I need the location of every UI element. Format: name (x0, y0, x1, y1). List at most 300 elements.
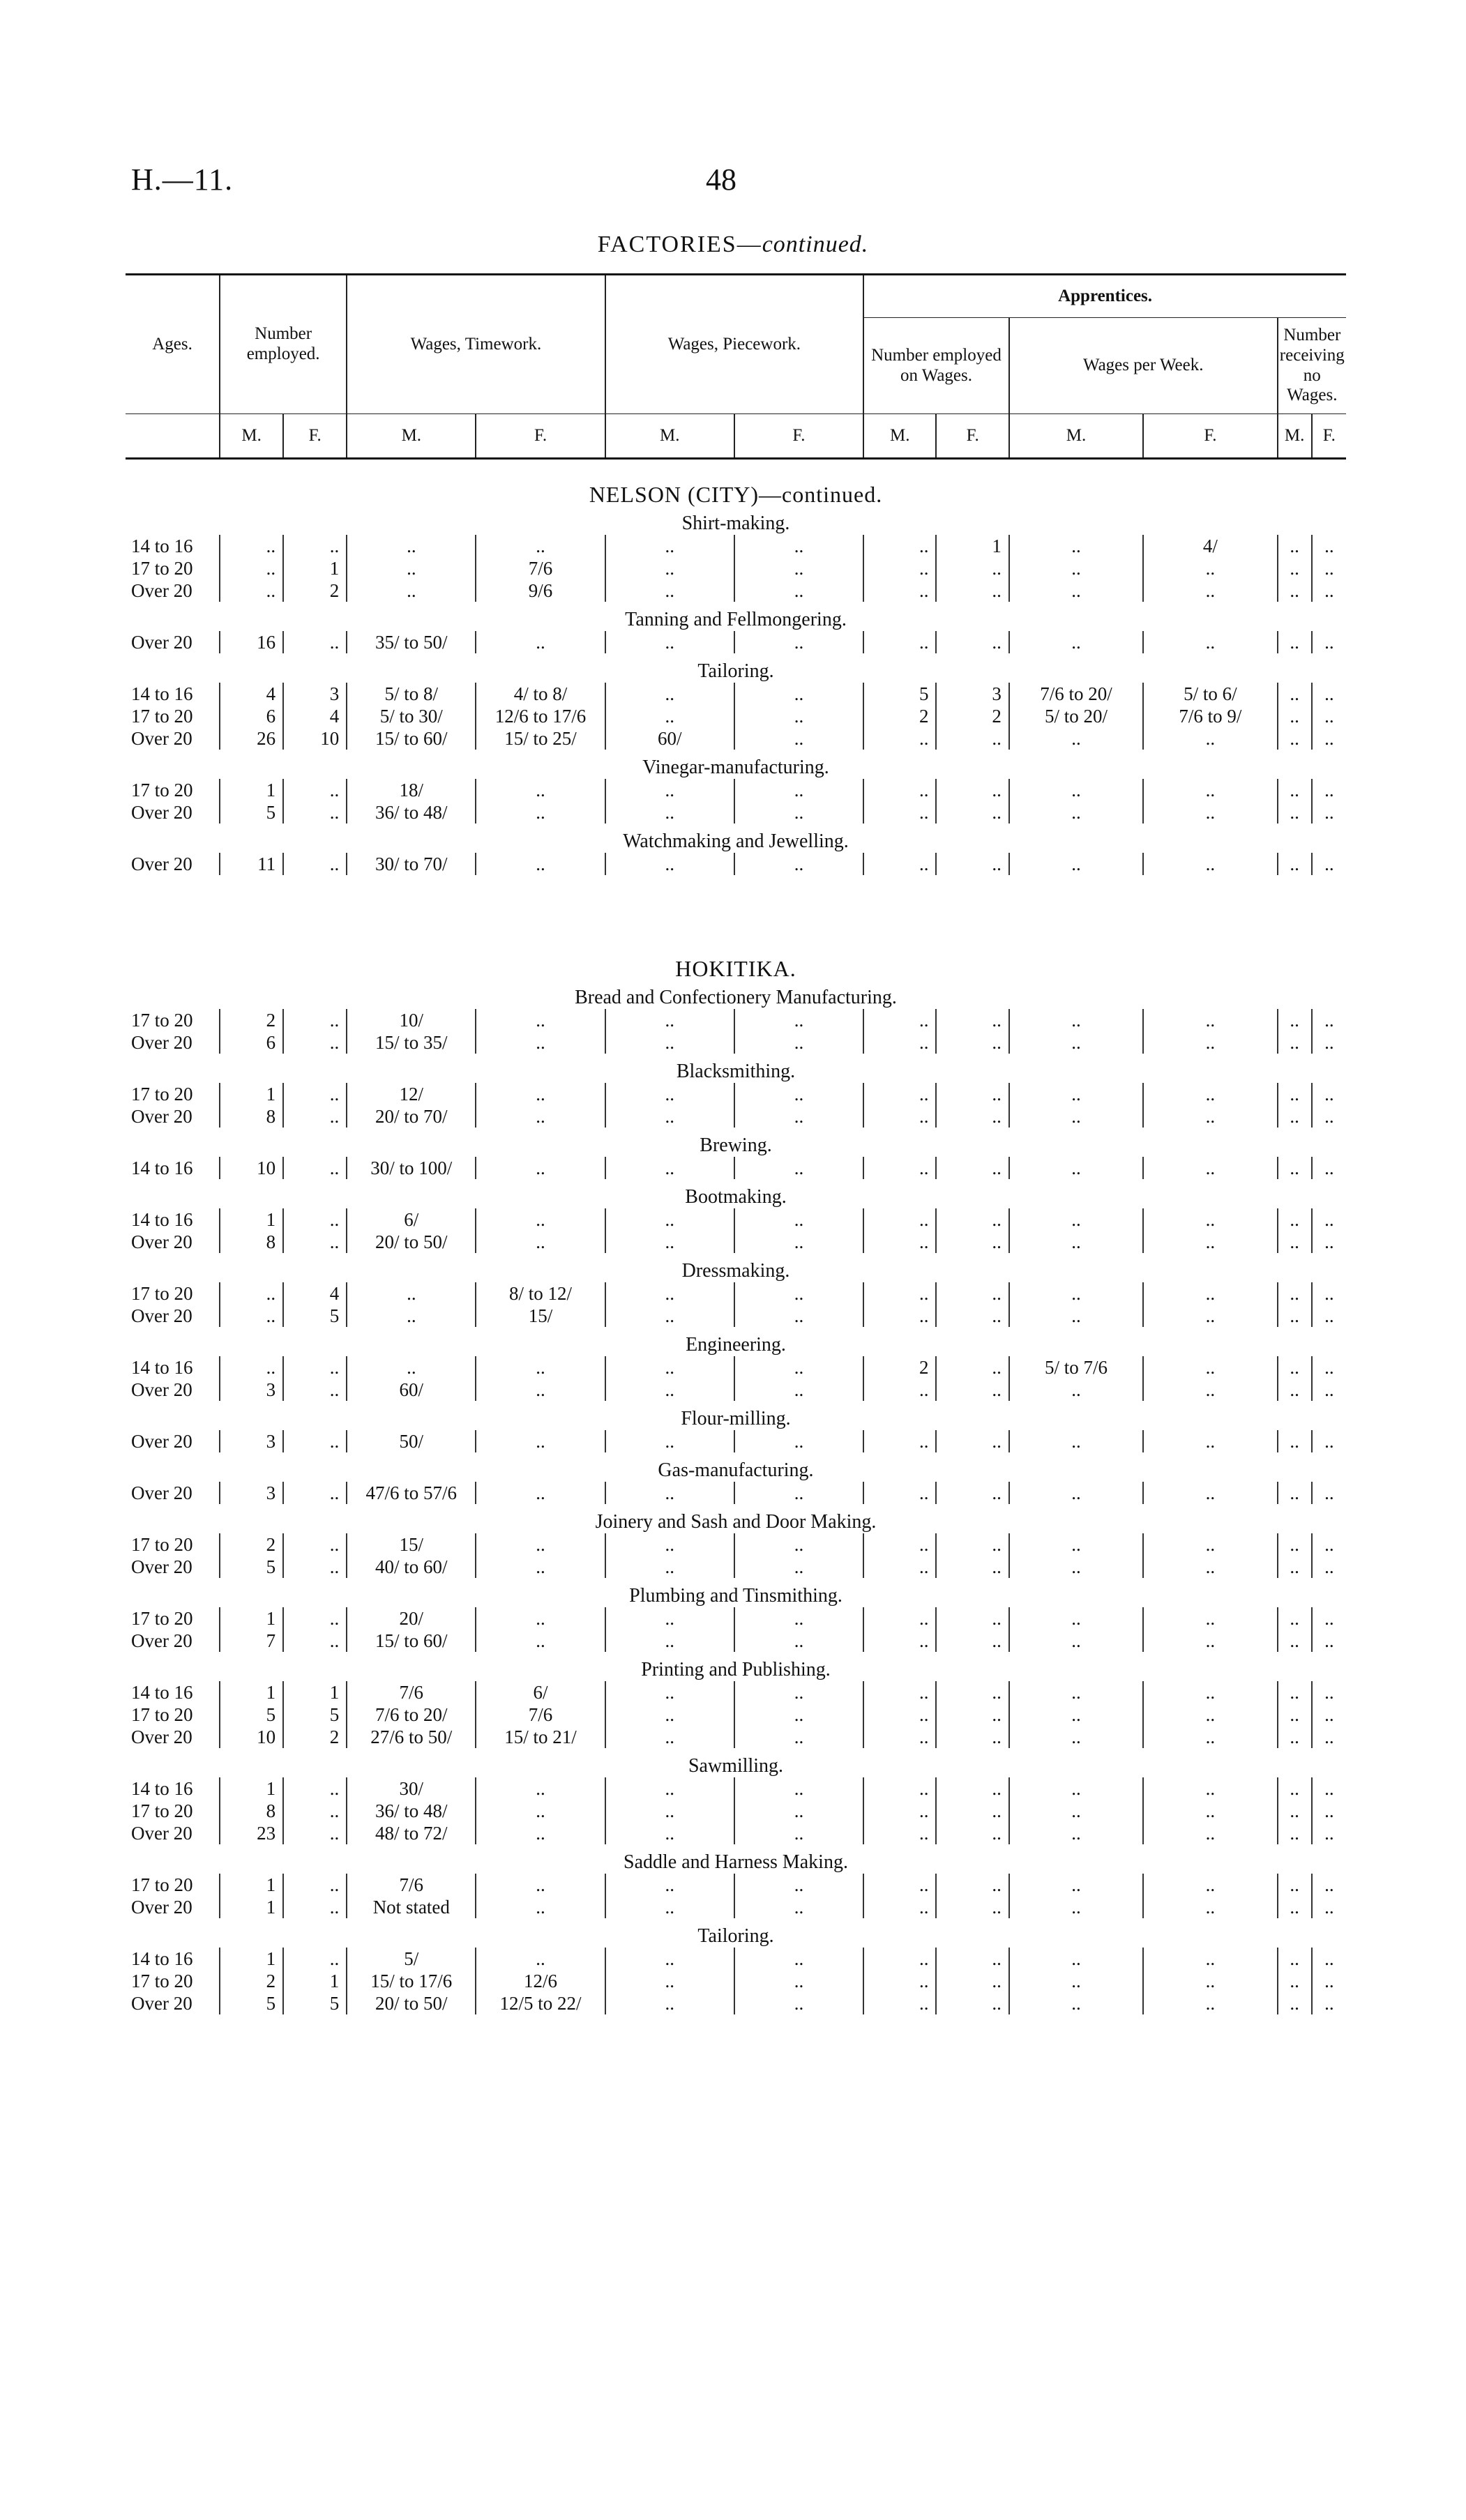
value-cell: .. (1278, 1282, 1312, 1305)
table-row (126, 1896, 1346, 1918)
header-m: M. (605, 414, 734, 459)
value-cell: .. (734, 1874, 863, 1896)
value-cell: 5/ to 30/ (347, 705, 476, 727)
value-cell: .. (476, 1630, 605, 1652)
value-cell: .. (936, 1681, 1008, 1703)
value-cell: .. (283, 1430, 347, 1452)
value-cell: .. (283, 1630, 347, 1652)
value-cell: .. (476, 535, 605, 557)
value-cell: .. (863, 1822, 936, 1844)
value-cell: .. (1143, 1681, 1277, 1703)
value-cell: .. (734, 1992, 863, 2014)
age-cell: Over 20 (131, 1106, 192, 1127)
value-cell: .. (1278, 1083, 1312, 1105)
header-appr-no-wages: Number receiving no Wages. (1278, 318, 1346, 414)
value-cell: .. (1009, 557, 1143, 579)
value-cell: 1 (283, 1970, 347, 1992)
value-cell: .. (605, 1430, 734, 1452)
value-cell: .. (1143, 1777, 1277, 1800)
header-ages-sub (126, 414, 220, 459)
value-cell: .. (936, 1105, 1008, 1128)
value-cell: .. (283, 1231, 347, 1253)
table-row (126, 705, 1346, 727)
header-f: F. (1312, 414, 1346, 459)
value-cell: .. (347, 535, 476, 557)
value-cell: 15/ to 60/ (347, 1630, 476, 1652)
value-cell: .. (1312, 1105, 1346, 1128)
age-cell: 14 to 16 (131, 1948, 193, 1969)
value-cell: .. (734, 1208, 863, 1231)
value-cell: 1 (283, 1681, 347, 1703)
value-cell: .. (1312, 1379, 1346, 1401)
trade-heading-row (126, 823, 1346, 853)
value-cell: 1 (220, 1607, 283, 1630)
header-m: M. (220, 414, 283, 459)
value-cell: .. (283, 1105, 347, 1128)
value-cell: .. (1312, 1726, 1346, 1748)
header-f: F. (734, 414, 863, 459)
value-cell: 18/ (347, 779, 476, 801)
value-cell: .. (605, 1800, 734, 1822)
value-cell: .. (734, 1800, 863, 1822)
value-cell: .. (283, 1379, 347, 1401)
value-cell: .. (1278, 1970, 1312, 1992)
value-cell: 35/ to 50/ (347, 631, 476, 653)
value-cell: 10 (220, 1157, 283, 1179)
value-cell: .. (1312, 1703, 1346, 1726)
value-cell: .. (283, 1208, 347, 1231)
value-cell: 4 (220, 683, 283, 705)
value-cell: .. (1009, 1800, 1143, 1822)
value-cell: .. (734, 1105, 863, 1128)
age-cell: 17 to 20 (131, 1010, 193, 1031)
value-cell: .. (1009, 1726, 1143, 1748)
value-cell: 1 (220, 1874, 283, 1896)
value-cell: .. (1143, 727, 1277, 750)
value-cell: .. (1312, 1208, 1346, 1231)
value-cell: .. (1278, 1157, 1312, 1179)
value-cell: .. (734, 853, 863, 875)
value-cell: .. (936, 1379, 1008, 1401)
value-cell: .. (1143, 1607, 1277, 1630)
value-cell: 15/ (476, 1305, 605, 1327)
value-cell: 3 (220, 1379, 283, 1401)
section-gap (126, 875, 1346, 913)
value-cell: .. (1278, 1874, 1312, 1896)
trade-heading-row (126, 750, 1346, 779)
age-cell: 17 to 20 (131, 1971, 193, 1991)
value-cell: .. (1143, 1282, 1277, 1305)
value-cell: 2 (936, 705, 1008, 727)
value-cell: .. (476, 1430, 605, 1452)
gap-cell (126, 875, 1346, 913)
value-cell: .. (1278, 1896, 1312, 1918)
value-cell: .. (1143, 1083, 1277, 1105)
value-cell: 16 (220, 631, 283, 653)
header-number-employed: Number employed. (220, 275, 347, 414)
table-row (126, 1948, 1346, 1970)
value-cell: 5/ to 7/6 (1009, 1356, 1143, 1379)
value-cell: 4 (283, 1282, 347, 1305)
value-cell: .. (283, 1607, 347, 1630)
value-cell: .. (1143, 779, 1277, 801)
header-f: F. (1143, 414, 1277, 459)
value-cell: 6 (220, 1031, 283, 1054)
value-cell: .. (936, 1031, 1008, 1054)
value-cell: .. (1312, 1305, 1346, 1327)
value-cell: 2 (283, 579, 347, 602)
value-cell: .. (283, 1533, 347, 1556)
value-cell: 50/ (347, 1430, 476, 1452)
value-cell: .. (1009, 1703, 1143, 1726)
value-cell: .. (283, 1556, 347, 1578)
value-cell: 30/ (347, 1777, 476, 1800)
value-cell: .. (283, 1874, 347, 1896)
value-cell: .. (605, 1822, 734, 1844)
value-cell: .. (220, 535, 283, 557)
value-cell: .. (863, 1607, 936, 1630)
value-cell: .. (734, 801, 863, 823)
trade-heading: Watchmaking and Jewelling. (623, 830, 849, 852)
age-cell: 14 to 16 (131, 1209, 193, 1230)
value-cell: .. (863, 579, 936, 602)
table-row (126, 1356, 1346, 1379)
value-cell: .. (347, 579, 476, 602)
value-cell: .. (476, 1777, 605, 1800)
value-cell: 7/6 (476, 1703, 605, 1726)
trade-heading: Flour-milling. (681, 1408, 791, 1429)
value-cell: .. (1009, 1533, 1143, 1556)
table-row (126, 727, 1346, 750)
value-cell: .. (1278, 1430, 1312, 1452)
value-cell: .. (936, 1533, 1008, 1556)
age-cell: 17 to 20 (131, 1608, 193, 1629)
trade-heading-row (126, 1504, 1346, 1533)
value-cell: .. (1143, 1556, 1277, 1578)
value-cell: .. (1143, 1031, 1277, 1054)
value-cell: 5 (220, 801, 283, 823)
value-cell: 36/ to 48/ (347, 1800, 476, 1822)
value-cell: .. (1143, 1703, 1277, 1726)
value-cell: .. (283, 1009, 347, 1031)
age-cell: 17 to 20 (131, 1874, 193, 1895)
value-cell: .. (476, 1800, 605, 1822)
value-cell: 20/ to 50/ (347, 1231, 476, 1253)
value-cell: 20/ (347, 1607, 476, 1630)
value-cell: .. (1312, 1282, 1346, 1305)
value-cell: .. (863, 1703, 936, 1726)
document-reference: H.—11. (131, 162, 234, 197)
value-cell: .. (936, 1009, 1008, 1031)
value-cell: 2 (283, 1726, 347, 1748)
value-cell: .. (1312, 1231, 1346, 1253)
table-row (126, 557, 1346, 579)
value-cell: .. (220, 1356, 283, 1379)
value-cell: .. (220, 1282, 283, 1305)
value-cell: .. (1009, 1630, 1143, 1652)
trade-heading-row (126, 1253, 1346, 1282)
value-cell: 10/ (347, 1009, 476, 1031)
table-row (126, 683, 1346, 705)
title-main: FACTORIES (597, 231, 737, 257)
value-cell: .. (734, 1009, 863, 1031)
value-cell: .. (476, 1031, 605, 1054)
value-cell: 8 (220, 1231, 283, 1253)
age-cell: Over 20 (131, 802, 192, 823)
value-cell: .. (1278, 1533, 1312, 1556)
value-cell: .. (605, 1083, 734, 1105)
value-cell: .. (734, 579, 863, 602)
value-cell: .. (936, 1356, 1008, 1379)
value-cell: 1 (220, 779, 283, 801)
age-cell: Over 20 (131, 1231, 192, 1252)
value-cell: .. (863, 1681, 936, 1703)
value-cell: .. (1009, 1282, 1143, 1305)
age-cell: 14 to 16 (131, 1682, 193, 1703)
value-cell: .. (476, 1896, 605, 1918)
trade-heading-row (126, 1128, 1346, 1157)
value-cell: .. (734, 557, 863, 579)
value-cell: .. (476, 779, 605, 801)
value-cell: .. (1009, 801, 1143, 823)
table-body (126, 459, 1346, 2015)
value-cell: .. (220, 579, 283, 602)
value-cell: .. (605, 1874, 734, 1896)
value-cell: .. (605, 535, 734, 557)
value-cell: .. (1278, 1992, 1312, 2014)
table-row (126, 1231, 1346, 1253)
trade-heading: Brewing. (700, 1134, 772, 1156)
age-cell: 14 to 16 (131, 1357, 193, 1378)
value-cell: .. (1143, 853, 1277, 875)
value-cell: .. (734, 1356, 863, 1379)
value-cell: .. (734, 705, 863, 727)
value-cell: .. (476, 1556, 605, 1578)
table-row (126, 1379, 1346, 1401)
value-cell: .. (1312, 1970, 1346, 1992)
value-cell: .. (863, 1726, 936, 1748)
value-cell: .. (734, 1948, 863, 1970)
value-cell: .. (1312, 853, 1346, 875)
trade-heading: Bootmaking. (685, 1186, 787, 1208)
value-cell: 15/ to 35/ (347, 1031, 476, 1054)
header-apprentices: Apprentices. (863, 275, 1346, 318)
value-cell: .. (1009, 1105, 1143, 1128)
value-cell: .. (734, 1379, 863, 1401)
age-cell: Over 20 (131, 1305, 192, 1326)
value-cell: .. (734, 1556, 863, 1578)
value-cell: .. (936, 1305, 1008, 1327)
value-cell: .. (863, 1948, 936, 1970)
header-ages: Ages. (126, 275, 220, 414)
value-cell: .. (1278, 727, 1312, 750)
value-cell: .. (734, 1430, 863, 1452)
table-row (126, 1726, 1346, 1748)
value-cell: 4/ to 8/ (476, 683, 605, 705)
value-cell: .. (605, 1031, 734, 1054)
value-cell: 15/ to 17/6 (347, 1970, 476, 1992)
header-appr-wages-per-week: Wages per Week. (1009, 318, 1278, 414)
age-cell: Over 20 (131, 1897, 192, 1918)
value-cell: .. (734, 1083, 863, 1105)
value-cell: .. (1009, 727, 1143, 750)
trade-heading: Bread and Confectionery Manufacturing. (575, 987, 897, 1008)
value-cell: .. (283, 1777, 347, 1800)
table-row (126, 1009, 1346, 1031)
value-cell: .. (605, 683, 734, 705)
value-cell: .. (863, 1009, 936, 1031)
value-cell: .. (1312, 727, 1346, 750)
value-cell: .. (605, 801, 734, 823)
value-cell: .. (863, 1777, 936, 1800)
table-row (126, 1556, 1346, 1578)
value-cell: .. (283, 1800, 347, 1822)
age-cell: Over 20 (131, 1431, 192, 1452)
value-cell: .. (1278, 1607, 1312, 1630)
value-cell: .. (605, 1970, 734, 1992)
value-cell: .. (1312, 1157, 1346, 1179)
value-cell: .. (1278, 1800, 1312, 1822)
value-cell: .. (1278, 1009, 1312, 1031)
value-cell: 7/6 to 9/ (1143, 705, 1277, 727)
value-cell: 3 (936, 683, 1008, 705)
value-cell: .. (1143, 801, 1277, 823)
value-cell: .. (863, 1231, 936, 1253)
value-cell: .. (734, 1157, 863, 1179)
value-cell: .. (283, 1083, 347, 1105)
value-cell: .. (605, 557, 734, 579)
value-cell: .. (1009, 779, 1143, 801)
value-cell: .. (863, 1031, 936, 1054)
age-cell: 17 to 20 (131, 1534, 193, 1555)
age-cell: Over 20 (131, 632, 192, 653)
trade-heading-row (126, 1452, 1346, 1482)
age-cell: Over 20 (131, 1556, 192, 1577)
value-cell: .. (734, 1896, 863, 1918)
value-cell: .. (1312, 631, 1346, 653)
value-cell: .. (605, 631, 734, 653)
value-cell: .. (1143, 1208, 1277, 1231)
table-row (126, 1533, 1346, 1556)
value-cell: .. (1312, 1031, 1346, 1054)
value-cell: .. (863, 801, 936, 823)
value-cell: .. (605, 579, 734, 602)
value-cell: .. (1143, 1379, 1277, 1401)
value-cell: .. (1278, 1482, 1312, 1504)
value-cell: .. (605, 1726, 734, 1748)
value-cell: 27/6 to 50/ (347, 1726, 476, 1748)
value-cell: 1 (220, 1083, 283, 1105)
value-cell: .. (283, 1948, 347, 1970)
value-cell: 7/6 to 20/ (347, 1703, 476, 1726)
age-cell: Over 20 (131, 1726, 192, 1747)
table-row (126, 1822, 1346, 1844)
trade-heading-row (126, 1327, 1346, 1356)
value-cell: .. (476, 1533, 605, 1556)
value-cell: 6/ (476, 1681, 605, 1703)
value-cell: 1 (220, 1896, 283, 1918)
value-cell: .. (1009, 1379, 1143, 1401)
value-cell: 5/ to 8/ (347, 683, 476, 705)
value-cell: 20/ to 70/ (347, 1105, 476, 1128)
header-m: M. (1009, 414, 1143, 459)
value-cell: 12/5 to 22/ (476, 1992, 605, 2014)
value-cell: .. (1009, 631, 1143, 653)
value-cell: .. (1312, 1009, 1346, 1031)
value-cell: 36/ to 48/ (347, 801, 476, 823)
value-cell: .. (283, 1822, 347, 1844)
age-cell: Over 20 (131, 1379, 192, 1400)
value-cell: .. (734, 683, 863, 705)
value-cell: .. (1312, 1992, 1346, 2014)
value-cell: .. (347, 1282, 476, 1305)
value-cell: .. (1143, 1105, 1277, 1128)
value-cell: .. (605, 1282, 734, 1305)
value-cell: .. (605, 1992, 734, 2014)
value-cell: .. (1009, 1896, 1143, 1918)
value-cell: 15/ to 60/ (347, 727, 476, 750)
trade-heading-row (126, 1844, 1346, 1874)
value-cell: .. (1278, 1031, 1312, 1054)
value-cell: .. (936, 1208, 1008, 1231)
value-cell: .. (936, 1874, 1008, 1896)
value-cell: .. (1009, 1083, 1143, 1105)
value-cell: .. (1312, 535, 1346, 557)
header-m: M. (1278, 414, 1312, 459)
value-cell: 7 (220, 1630, 283, 1652)
value-cell: 2 (220, 1970, 283, 1992)
city-heading-row (126, 459, 1346, 506)
value-cell: 5/ to 20/ (1009, 705, 1143, 727)
age-cell: 17 to 20 (131, 1283, 193, 1304)
trade-heading-row (126, 1179, 1346, 1208)
trade-heading-row (126, 1401, 1346, 1430)
value-cell: .. (476, 1208, 605, 1231)
value-cell: .. (863, 535, 936, 557)
age-cell: 14 to 16 (131, 1778, 193, 1799)
value-cell: .. (1312, 1556, 1346, 1578)
table-row (126, 1105, 1346, 1128)
trade-heading: Engineering. (686, 1334, 786, 1356)
value-cell: .. (1278, 1208, 1312, 1231)
value-cell: .. (1009, 853, 1143, 875)
value-cell: .. (605, 1379, 734, 1401)
value-cell: .. (283, 1482, 347, 1504)
table-row (126, 1282, 1346, 1305)
age-cell: Over 20 (131, 580, 192, 601)
age-cell: 17 to 20 (131, 1704, 193, 1725)
age-cell: 14 to 16 (131, 536, 193, 556)
value-cell: 2 (220, 1009, 283, 1031)
value-cell: 5 (863, 683, 936, 705)
value-cell: .. (863, 1083, 936, 1105)
trade-heading: Plumbing and Tinsmithing. (629, 1585, 842, 1607)
table-row (126, 631, 1346, 653)
value-cell: 12/6 to 17/6 (476, 705, 605, 727)
value-cell: .. (1278, 1726, 1312, 1748)
value-cell: .. (605, 1533, 734, 1556)
value-cell: .. (283, 1356, 347, 1379)
trade-heading-row (126, 1578, 1346, 1607)
value-cell: .. (1312, 1896, 1346, 1918)
trade-heading: Gas-manufacturing. (658, 1459, 814, 1481)
trade-heading: Dressmaking. (681, 1260, 790, 1282)
value-cell: .. (936, 779, 1008, 801)
value-cell: .. (1143, 1896, 1277, 1918)
value-cell: .. (936, 853, 1008, 875)
value-cell: 9/6 (476, 579, 605, 602)
value-cell: .. (734, 1970, 863, 1992)
